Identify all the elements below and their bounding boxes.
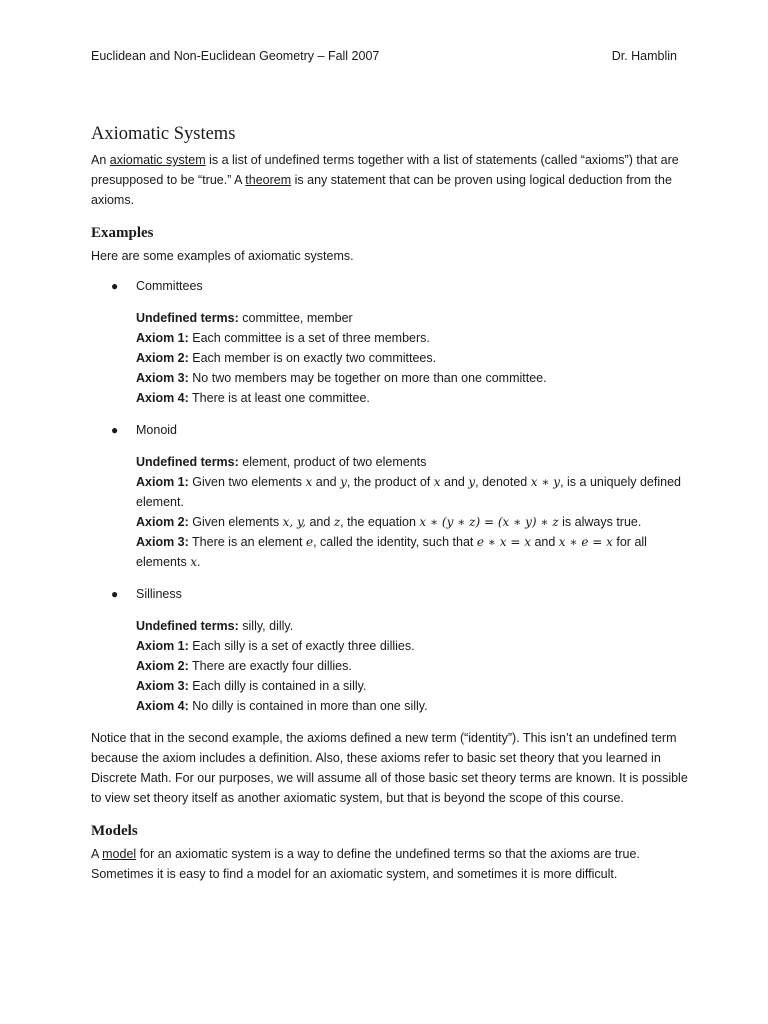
examples-intro: Here are some examples of axiomatic systems. [91,249,354,263]
axiom-1 [136,328,691,348]
axiom-text: and [312,475,341,489]
math-expression: x ∗ (y ∗ z) = (x ∗ y) ∗ z [419,515,559,529]
axiom-label: Axiom 4: [136,699,189,713]
document-body [91,122,691,884]
example-title [91,584,691,604]
axiom-3 [136,676,691,696]
undefined-terms-label: Undefined terms: [136,311,239,325]
models-text: for an axiomatic system is a way to define the undefined terms so that the axioms are true. Sometimes it is easy to find a model for an axiomatic system, and sometimes it is more difficult. [91,847,640,881]
axiom-label: Axiom 4: [136,391,189,405]
math-expression: x ∗ e = x [558,535,613,549]
math-var: x [190,555,197,569]
axiom-2 [136,512,691,532]
axiom-text: . [196,555,201,569]
math-var: y [468,475,476,489]
undefined-terms-label: Undefined terms: [136,455,239,469]
notice-paragraph: Notice that in the second example, the axioms defined a new term (“identity”). This isn’t an undefined term because the axiom includes a definition. Also, these axioms refer to basic set theory that you learned in Discrete Math. For our purposes, we will assume all of those basic set theory terms are known. It is possible to view set theory itself as another axiomatic system, but that is beyond the scope of this course. [91,731,688,805]
axiom-text: There is at least one committee. [188,391,370,405]
axiom-label: Axiom 1: [136,475,189,489]
example-title-text: Monoid [136,423,177,437]
axiom-label: Axiom 3: [136,679,189,693]
example-title-text: Silliness [136,587,182,601]
example-title-text: Committees [136,279,203,293]
examples-heading: Examples [91,225,154,241]
undefined-terms [136,308,691,328]
axiom-text: for all elements [136,535,647,569]
axiom-label: Axiom 2: [136,659,189,673]
example-title [91,420,691,440]
axiom-text: , called the identity, such that [313,535,477,549]
axiom-label: Axiom 3: [136,535,189,549]
example-monoid [91,420,691,572]
axiom-text: Each committee is a set of three members. [188,331,430,345]
axiom-4 [136,388,691,408]
axiom-text: No dilly is contained in more than one silly. [188,699,428,713]
models-text: A [91,847,103,861]
axiom-text: is always true. [558,515,642,529]
term-model: model [102,847,137,861]
page-header [91,49,677,63]
instructor-name: Dr. Hamblin [611,49,677,63]
example-committees [91,276,691,408]
math-var: z [333,515,341,529]
models-paragraph [91,844,691,884]
axiom-text: Given two elements [188,475,306,489]
models-heading: Models [91,823,138,839]
axiom-2 [136,348,691,368]
bullet-icon: ● [111,587,119,601]
section-title: Axiomatic Systems [91,124,236,144]
axiom-label: Axiom 3: [136,371,189,385]
axiom-label: Axiom 2: [136,351,189,365]
intro-text: is any statement that can be proven using logical deduction from the axioms. [91,173,672,207]
axiom-label: Axiom 1: [136,331,189,345]
undefined-terms-text: committee, member [238,311,353,325]
axiom-text: and [440,475,469,489]
axiom-label: Axiom 1: [136,639,189,653]
axiom-text: Given elements [188,515,283,529]
axiom-text: , the equation [340,515,420,529]
examples-list [91,276,691,716]
course-title: Euclidean and Non-Euclidean Geometry – Fall 2007 [91,49,380,63]
undefined-terms [136,616,691,636]
undefined-terms [136,452,691,472]
axiom-text: , denoted [475,475,531,489]
undefined-terms-label: Undefined terms: [136,619,239,633]
term-axiomatic-system: axiomatic system [109,153,206,167]
example-title [91,276,691,296]
math-var: x [305,475,313,489]
example-axioms [91,308,691,408]
intro-paragraph [91,150,691,210]
intro-text: is a list of undefined terms together with a list of statements (called “axioms”) that are presupposed to be “true.” A [91,153,679,187]
bullet-icon: ● [111,279,119,293]
example-axioms [91,616,691,716]
intro-text: An [91,153,110,167]
axiom-text: There are exactly four dillies. [188,659,352,673]
axiom-3 [136,532,691,572]
math-var: e [306,535,314,549]
axiom-text: , the product of [346,475,434,489]
math-var: x, y, [282,515,306,529]
axiom-text: Each dilly is contained in a silly. [188,679,367,693]
axiom-2 [136,656,691,676]
axiom-1 [136,472,691,512]
example-silliness [91,584,691,716]
axiom-text: Each silly is a set of exactly three dillies. [188,639,415,653]
axiom-label: Axiom 2: [136,515,189,529]
math-var: x [433,475,441,489]
undefined-terms-text: silly, dilly. [238,619,294,633]
example-axioms [91,452,691,572]
axiom-text: Each member is on exactly two committees. [188,351,437,365]
axiom-4 [136,696,691,716]
axiom-3 [136,368,691,388]
bullet-icon: ● [111,423,119,437]
math-expression: e ∗ x = x [476,535,531,549]
axiom-text: , is a uniquely defined element. [136,475,681,509]
axiom-text: and [306,515,334,529]
axiom-text: and [530,535,559,549]
math-var: y [340,475,347,489]
axiom-text: There is an element [188,535,306,549]
undefined-terms-text: element, product of two elements [238,455,427,469]
axiom-text: No two members may be together on more than one committee. [188,371,547,385]
term-theorem: theorem [245,173,292,187]
axiom-1 [136,636,691,656]
math-expression: x ∗ y [530,475,561,489]
